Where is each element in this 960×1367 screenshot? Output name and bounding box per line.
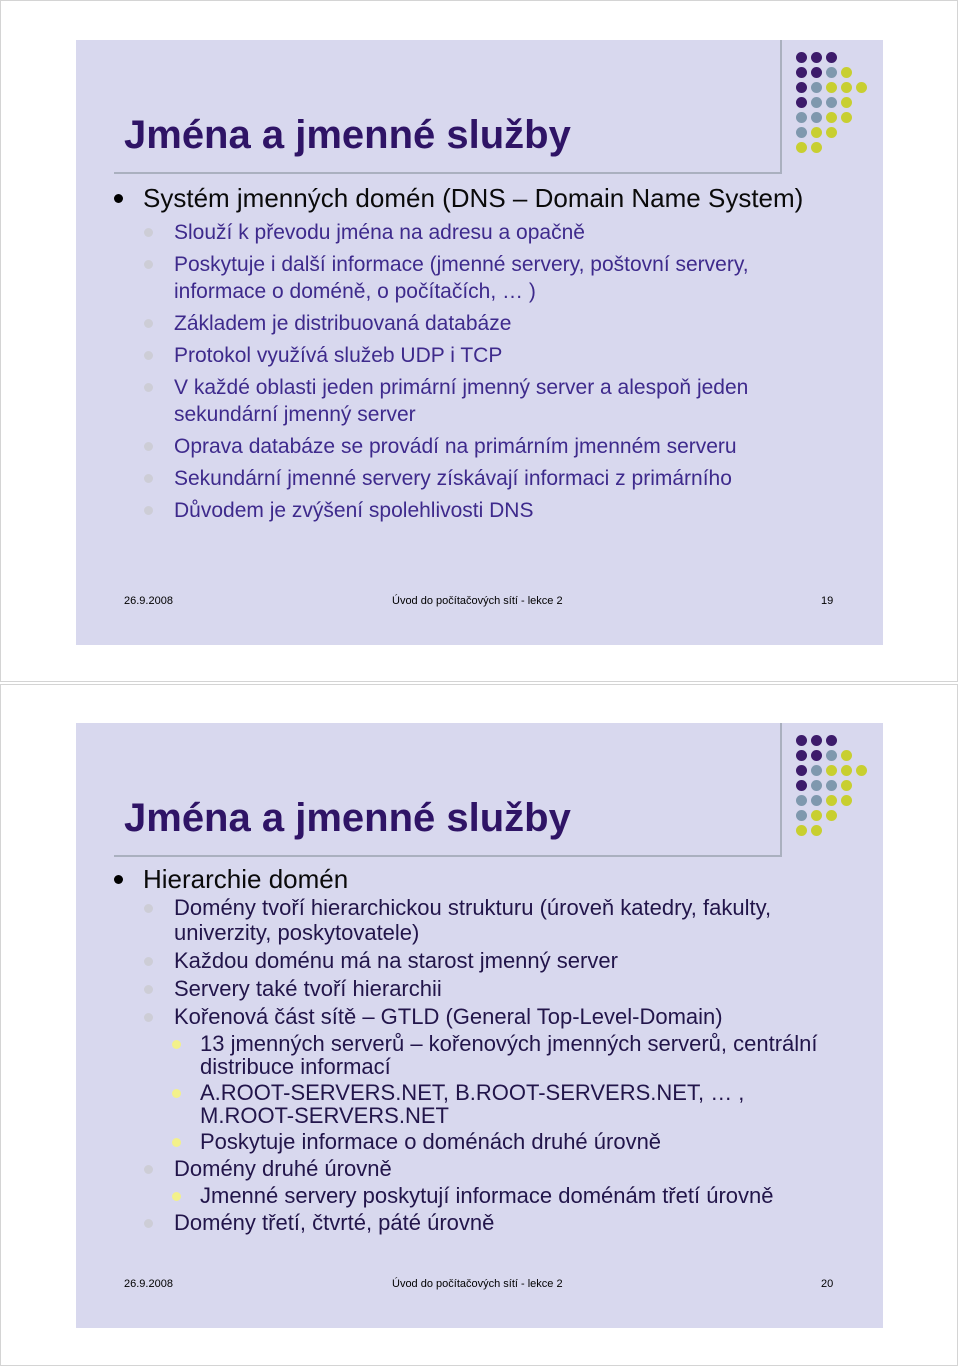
bullet-icon [144,319,153,328]
decorative-dot [826,127,837,138]
decorative-dot [826,765,837,776]
decorative-dot [826,112,837,123]
decorative-dot [826,810,837,821]
bullet-icon [144,506,153,515]
footer-course: Úvod do počítačových sítí - lekce 2 [392,1278,563,1290]
footer-page-number: 20 [821,1278,834,1290]
decorative-dot [796,67,807,78]
decorative-dot [841,750,852,761]
bullet-item: A.ROOT-SERVERS.NET, B.ROOT-SERVERS.NET, … , M.ROOT-SERVERS.NET [114,1081,843,1127]
decorative-dot [826,750,837,761]
decorative-dot [841,82,852,93]
decorative-dot [811,765,822,776]
decorative-dot [826,735,837,746]
decorative-dot [826,52,837,63]
decorative-dot [826,780,837,791]
bullet-icon [172,1138,181,1147]
slide-title: Jména a jmenné služby [124,113,571,157]
slide-20 [76,723,883,1328]
decorative-dot [811,112,822,123]
decorative-dot [826,795,837,806]
decorative-dot [841,765,852,776]
bullet-icon [144,1219,153,1228]
decorative-dot [811,142,822,153]
decorative-dot [796,765,807,776]
decorative-dot [826,97,837,108]
bullet-icon [114,194,123,203]
bullet-item: Poskytuje informace o doménách druhé úrovně [114,1130,843,1153]
decorative-dot [811,82,822,93]
bullet-icon [144,442,153,451]
bullet-icon [172,1089,181,1098]
decorative-dot [841,97,852,108]
bullet-item: Domény druhé úrovně [114,1156,843,1181]
bullet-item: Servery také tvoří hierarchii [114,976,843,1001]
bullet-icon [144,383,153,392]
decorative-dot [811,52,822,63]
bullet-icon [144,260,153,269]
bullet-item: Jmenné servery poskytují informace doménám třetí úrovně [114,1184,843,1207]
footer-page-number: 19 [821,595,834,607]
bullet-item: Domény tvoří hierarchickou strukturu (úroveň katedry, fakulty, univerzity, poskytovatele) [114,895,843,945]
footer-date: 26.9.2008 [124,595,173,607]
bullet-icon [144,228,153,237]
bullet-list [114,183,843,529]
bullet-icon [114,875,123,884]
decorative-dot [856,765,867,776]
bullet-icon [144,1013,153,1022]
bullet-icon [172,1040,181,1049]
bullet-icon [144,351,153,360]
decorative-dot [826,82,837,93]
bullet-icon [144,985,153,994]
bullet-item: Základem je distribuovaná databáze [114,310,843,337]
footer-course: Úvod do počítačových sítí - lekce 2 [392,595,563,607]
bullet-item: Oprava databáze se provádí na primárním jmenném serveru [114,433,843,460]
decorative-dot [841,112,852,123]
decorative-dot [796,112,807,123]
decorative-dot [796,735,807,746]
bullet-icon [172,1192,181,1201]
bullet-icon [144,474,153,483]
decorative-dot [811,735,822,746]
title-divider [114,855,782,857]
decorative-dot [811,825,822,836]
decorative-dot [796,825,807,836]
bullet-item: Slouží k převodu jména na adresu a opačně [114,219,843,246]
slide-19 [76,40,883,645]
title-vertical-divider [780,40,782,174]
bullet-item: Protokol využívá služeb UDP i TCP [114,342,843,369]
decorative-dot [841,67,852,78]
bullet-icon [144,957,153,966]
footer-date: 26.9.2008 [124,1278,173,1290]
decorative-dot [811,67,822,78]
title-vertical-divider [780,723,782,857]
decorative-dot [811,750,822,761]
decorative-dot [811,97,822,108]
decorative-dot [811,127,822,138]
bullet-item: Domény třetí, čtvrté, páté úrovně [114,1210,843,1235]
decorative-dot [796,142,807,153]
bullet-item: Důvodem je zvýšení spolehlivosti DNS [114,497,843,524]
bullet-item: Systém jmenných domén (DNS – Domain Name System) [114,183,843,213]
decorative-dot [811,810,822,821]
bullet-icon [144,904,153,913]
title-divider [114,172,782,174]
slide-title: Jména a jmenné služby [124,796,571,840]
decorative-dot [856,82,867,93]
bullet-item: Poskytuje i další informace (jmenné servery, poštovní servery, informace o doméně, o počítačích, … ) [114,251,843,305]
decorative-dot [796,780,807,791]
decorative-dot [796,810,807,821]
decorative-dot [796,795,807,806]
bullet-item: Kořenová část sítě – GTLD (General Top-Level-Domain) [114,1004,843,1029]
decorative-dot [841,795,852,806]
decorative-dot [796,97,807,108]
decorative-dot [796,750,807,761]
decorative-dot [826,67,837,78]
decorative-dot [796,82,807,93]
decorative-dot [796,52,807,63]
bullet-list [114,864,843,1238]
bullet-item: Každou doménu má na starost jmenný server [114,948,843,973]
decorative-dot [841,780,852,791]
decorative-dot [811,795,822,806]
bullet-item: 13 jmenných serverů – kořenových jmenných serverů, centrální distribuce informací [114,1032,843,1078]
bullet-item: V každé oblasti jeden primární jmenný server a alespoň jeden sekundární jmenný server [114,374,843,428]
decorative-dot [796,127,807,138]
bullet-item: Sekundární jmenné servery získávají informaci z primárního [114,465,843,492]
decorative-dot [811,780,822,791]
bullet-icon [144,1165,153,1174]
bullet-item: Hierarchie domén [114,864,843,894]
